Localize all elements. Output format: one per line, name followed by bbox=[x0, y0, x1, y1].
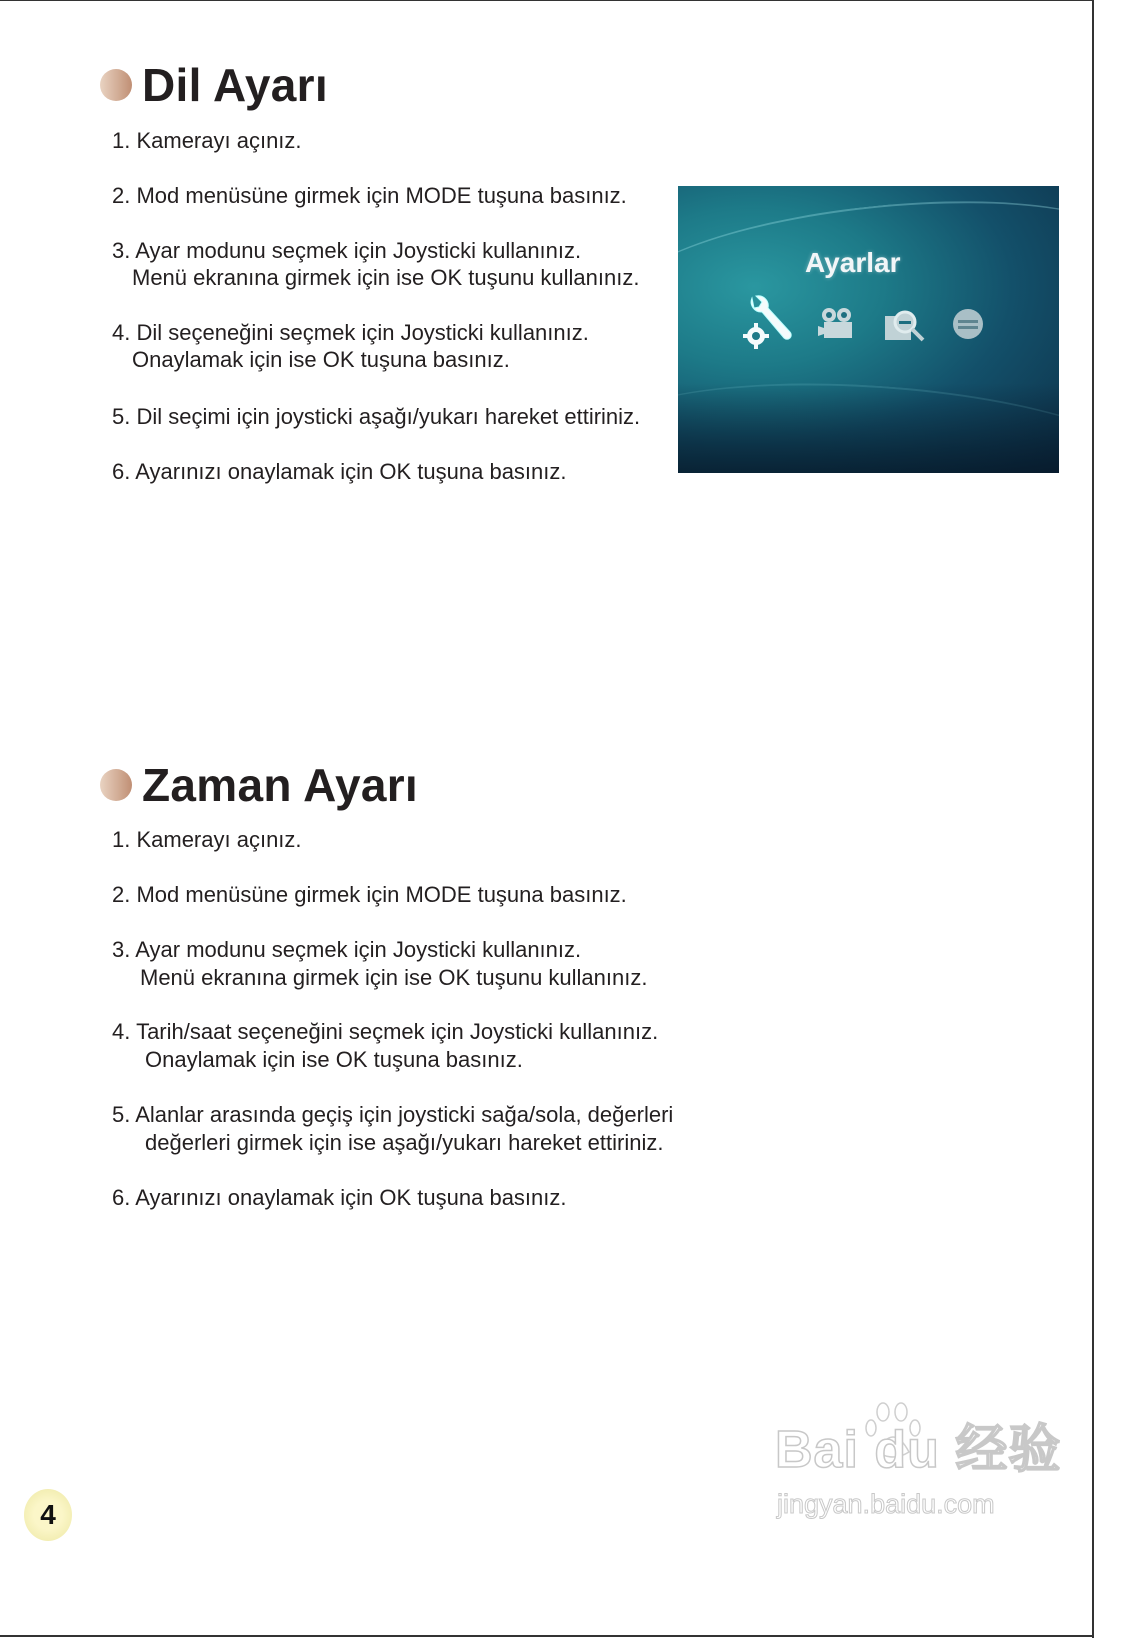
step-line: 5. Dil seçimi için joysticki aşağı/yukarı hareket ettiriniz. bbox=[112, 404, 641, 429]
baidu-watermark bbox=[775, 1400, 1062, 1530]
step-line: değerleri girmek için ise aşağı/yukarı hareket ettiriniz. bbox=[145, 1130, 664, 1155]
section-heading-language bbox=[100, 58, 328, 112]
settings-wrench-gear-icon bbox=[738, 292, 798, 350]
step-line: 4. Dil seçeneğini seçmek için Joysticki kullanınız. bbox=[112, 320, 589, 345]
step-line: 4. Tarih/saat seçeneğini seçmek için Joysticki kullanınız. bbox=[112, 1019, 659, 1044]
step-line: Onaylamak için ise OK tuşuna basınız. bbox=[145, 1047, 523, 1072]
page-border-top bbox=[0, 0, 1093, 1]
step-line: 2. Mod menüsüne girmek için MODE tuşuna basınız. bbox=[112, 882, 627, 907]
step-line: 3. Ayar modunu seçmek için Joysticki kullanınız. bbox=[112, 937, 582, 962]
step-line: 5. Alanlar arasında geçiş için joysticki sağa/sola, değerleri bbox=[112, 1102, 674, 1127]
bullet-icon bbox=[100, 769, 132, 801]
step-line: 1. Kamerayı açınız. bbox=[112, 827, 302, 852]
step-line: 3. Ayar modunu seçmek için Joysticki kullanınız. bbox=[112, 238, 582, 263]
page-border-right bbox=[1092, 0, 1094, 1638]
page-number: 4 bbox=[24, 1489, 72, 1541]
step-line: 6. Ayarınızı onaylamak için OK tuşuna basınız. bbox=[112, 459, 567, 484]
step-line: 1. Kamerayı açınız. bbox=[112, 128, 302, 153]
page-border-bottom bbox=[0, 1635, 1094, 1637]
camera-settings-screen-image bbox=[678, 186, 1059, 473]
step-line: 2. Mod menüsüne girmek için MODE tuşuna basınız. bbox=[112, 183, 627, 208]
step-line: Menü ekranına girmek için ise OK tuşunu kullanınız. bbox=[132, 265, 640, 290]
section-heading-time bbox=[100, 758, 418, 812]
zoom-magnifier-icon bbox=[883, 306, 927, 344]
bullet-icon bbox=[100, 69, 132, 101]
step-line: Onaylamak için ise OK tuşuna basınız. bbox=[132, 347, 510, 372]
step-line: 6. Ayarınızı onaylamak için OK tuşuna basınız. bbox=[112, 1185, 567, 1210]
section-title: Zaman Ayarı bbox=[142, 759, 418, 811]
section-title: Dil Ayarı bbox=[142, 59, 328, 111]
watermark-url: jingyan.baidu.com bbox=[777, 1489, 995, 1519]
watermark-logo: Bai du 经验 bbox=[775, 1421, 1062, 1479]
screen-title: Ayarlar bbox=[805, 247, 901, 278]
video-camera-icon bbox=[816, 306, 856, 342]
step-line: Menü ekranına girmek için ise OK tuşunu kullanınız. bbox=[140, 965, 648, 990]
globe-icon bbox=[950, 306, 986, 344]
